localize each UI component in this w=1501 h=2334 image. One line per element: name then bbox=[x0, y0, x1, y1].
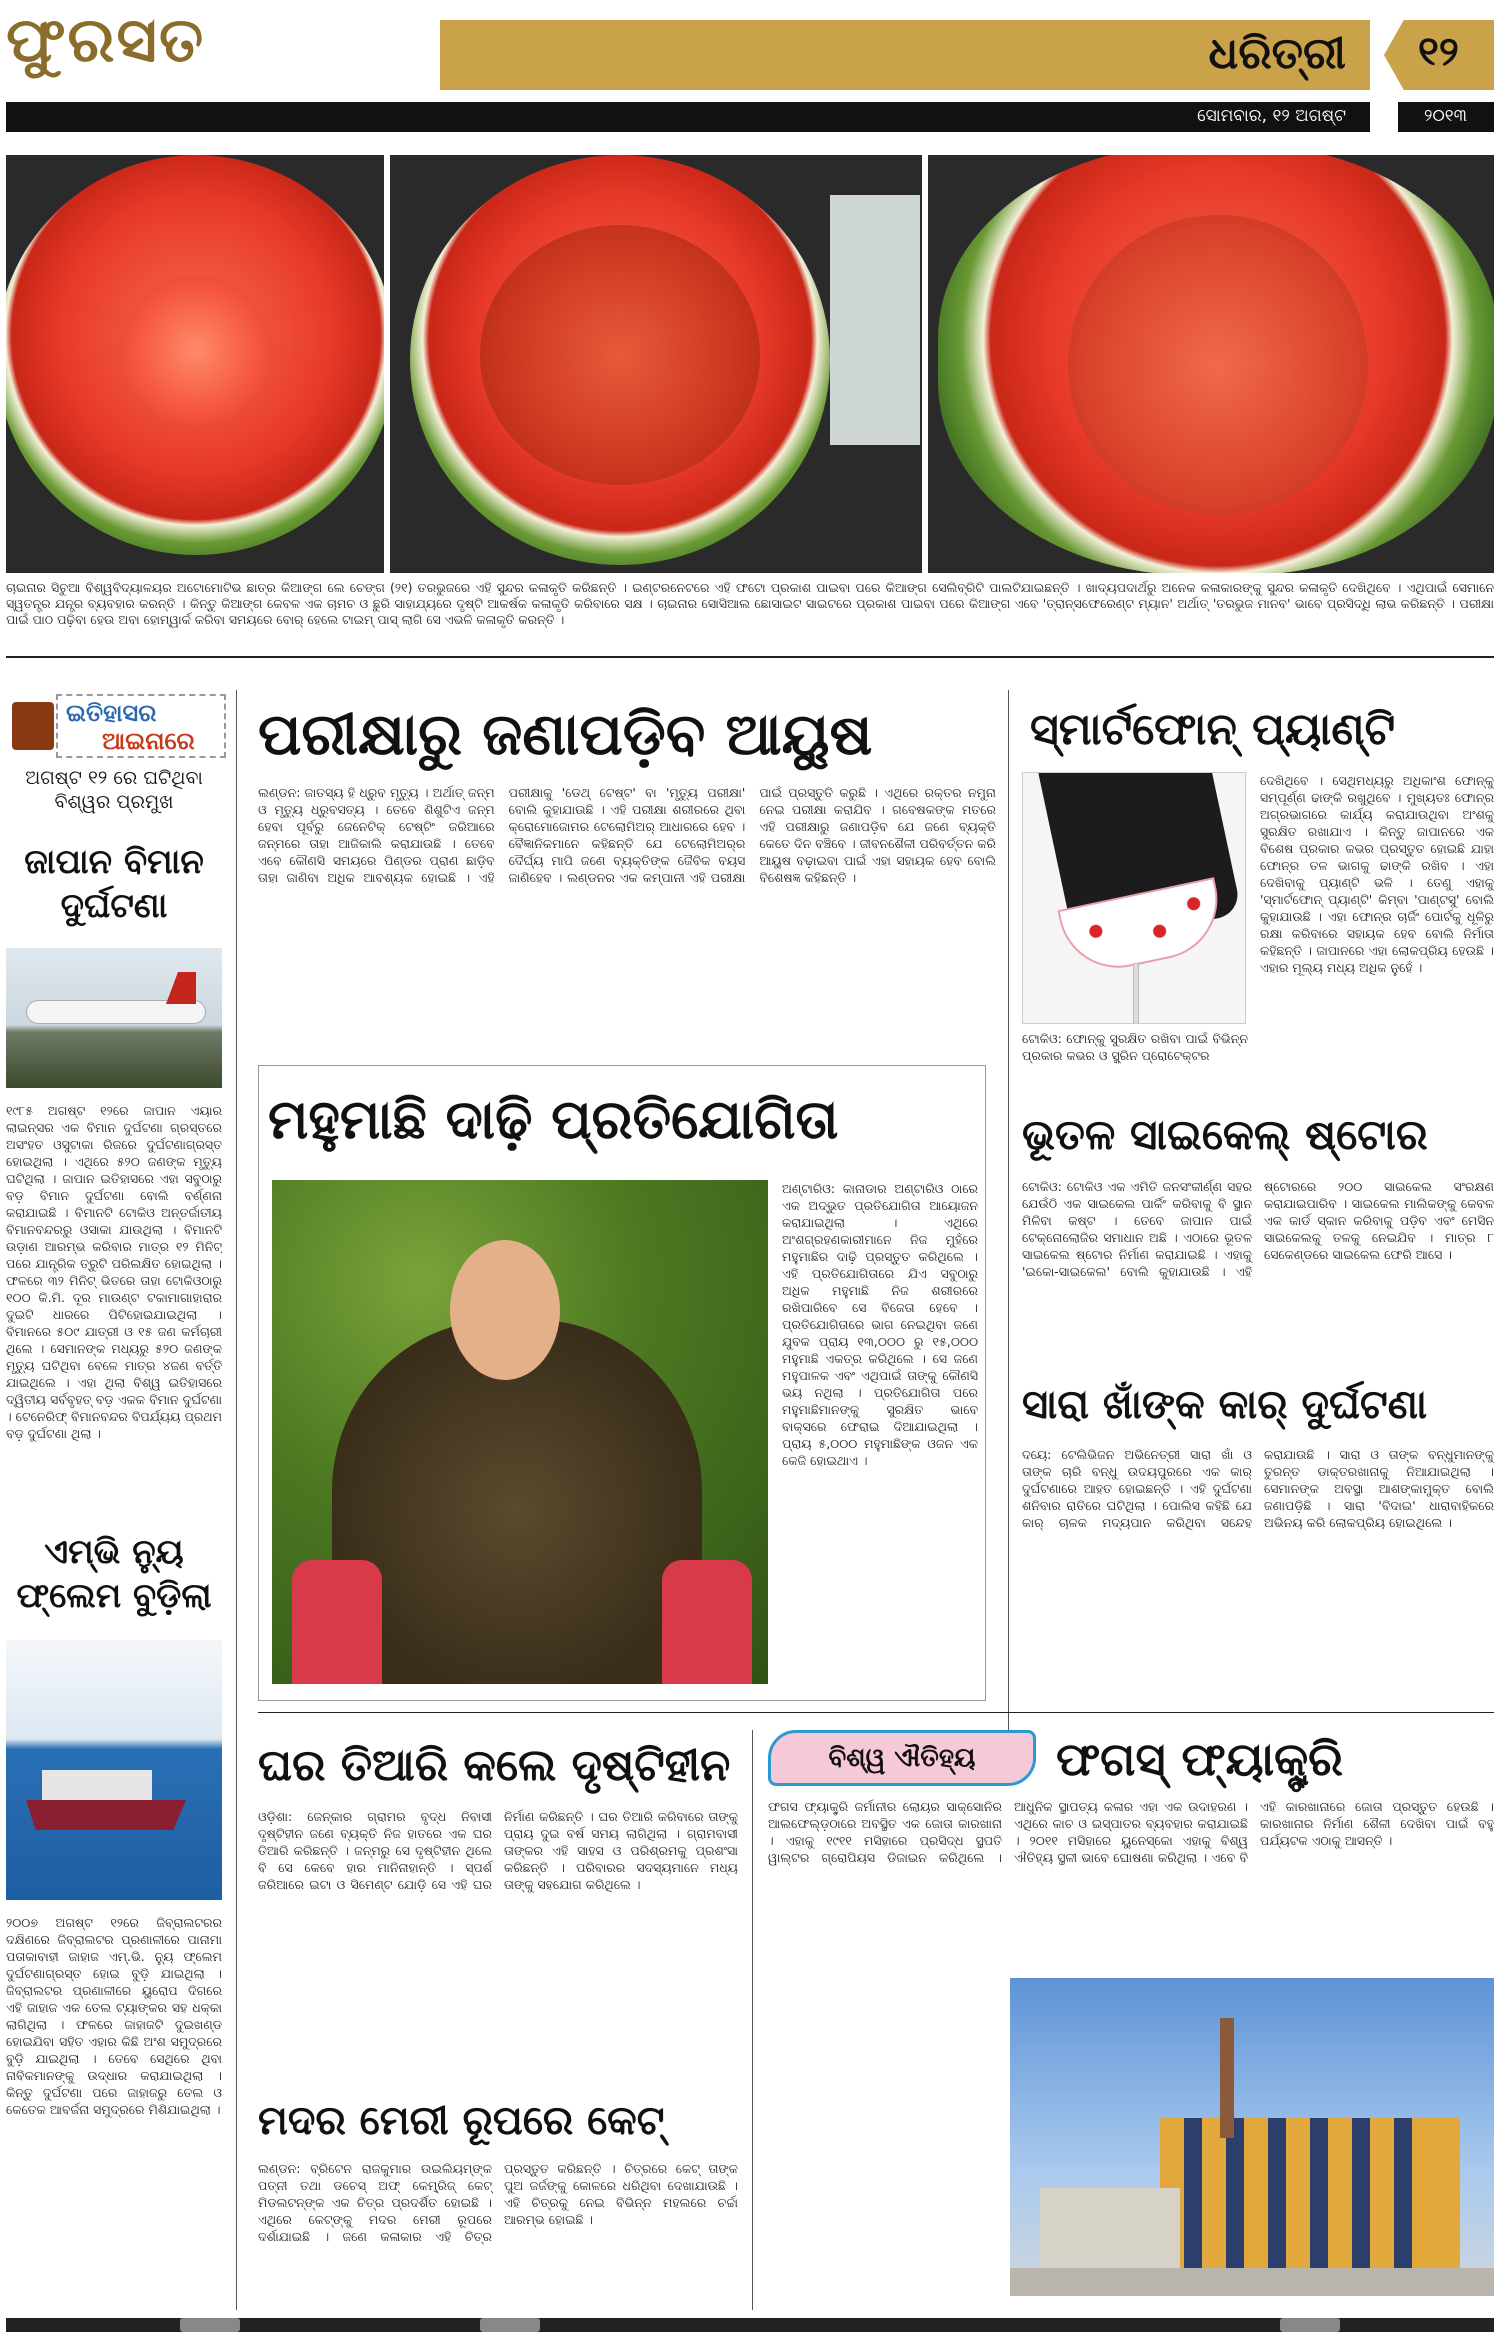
bottom-tab-left bbox=[180, 2318, 240, 2332]
blind-body: ଓଡ଼ିଶା: ଜେନ୍କାର ଗ୍ରାମର ବୃଦ୍ଧ ନିବାସୀ ଦୃଷ୍ଟିହୀନ ଜଣେ ବ୍ୟକ୍ତି ନିଜ ହାତରେ ଏକ ଘର ତିଆରି କରିଛନ୍ତି । ଜନ୍ମରୁ ସେ ଦୃଷ୍ଟିହୀନ ଥିଲେ ବି ସେ କେବେ ହାର ମାନିନାହାନ୍ତି । ସ୍ପର୍ଶ ଜରିଆରେ ଇଟା ଓ ସିମେଣ୍ଟ ଯୋଡ଼ି ସେ ଏହି ଘର ନିର୍ମାଣ କରିଛନ୍ତି । ଘର ତିଆରି କରିବାରେ ତାଙ୍କୁ ପ୍ରାୟ ଦୁଇ ବର୍ଷ ସମୟ ଲାଗିଥିଲା । ଗ୍ରାମବାସୀ ତାଙ୍କର ଏହି ସାହସ ଓ ପରିଶ୍ରମକୁ ପ୍ରଶଂସା କରିଛନ୍ତି । ପରିବାରର ସଦସ୍ୟମାନେ ମଧ୍ୟ ତାଙ୍କୁ ସହଯୋଗ କରିଥିଲେ । bbox=[258, 1809, 738, 1892]
history-intro: ଅଗଷ୍ଟ ୧୨ ରେ ଘଟିଥିବା ବିଶ୍ୱର ପ୍ରମୁଖ bbox=[25, 767, 203, 813]
japan-plane-photo bbox=[6, 948, 222, 1088]
history-headline-japan: ଜାପାନ ବିମାନ ଦୁର୍ଘଟଣା bbox=[24, 842, 204, 926]
masthead-title: ଫୁରସତ bbox=[6, 3, 206, 76]
top-photo-caption: ଚାଇନାର ସିଚୁଆ ବିଶ୍ୱବିଦ୍ୟାଳୟର ଅଟୋମୋଟିଭ ଛାତ୍ର କିଆଙ୍ଗ ଲେ ଚେଙ୍ଗ (୨୧) ତରଭୁଜରେ ଏହି ସୁନ୍ଦର କଳାକୃତି କରିଛନ୍ତି । ଇଣ୍ଟରନେଟରେ ଏହି ଫଟୋ ପ୍ରକାଶ ପାଇବା ପରେ କିଆଙ୍ଗ ସେଲିବ୍ରିଟି ପାଲଟିଯାଇଛନ୍ତି । ଖାଦ୍ୟପଦାର୍ଥରୁ ଅନେକ କଳାକାରଙ୍କୁ ସୁନ୍ଦର କଳାକୃତି ଦେଖିଥିବେ । ଏଥିପାଇଁ ସେମାନେ ସ୍ୱତନ୍ତ୍ର ଯନ୍ତ୍ର ବ୍ୟବହାର କରନ୍ତି । କିନ୍ତୁ କିଆଙ୍ଗ କେବଳ ଏକ ଚାମଚ ଓ ଛୁରି ସାହାଯ୍ୟରେ ଦୃଷ୍ଟି ଆକର୍ଷକ କଳାକୃତି କରିବାରେ ସକ୍ଷ । ଚାଇନାର ସୋସିଆଲ ଛୋସାଇଟ ସାଇଟରେ ପ୍ରକାଶ ପାଇବା ପରେ କିଆଙ୍ଗ ଏବେ 'ତ୍ରାନ୍ସଫେରେଣ୍ଟ ମ୍ୟାନ' ଅର୍ଥାତ୍ 'ତରଭୁଜ ମାନବ' ଭାବେ ପ୍ରସିଦ୍ଧି ଲାଭ କରିଛନ୍ତି । ପରୀକ୍ଷା ପାଇଁ ପାଠ ପଢ଼ିବା ହେଉ ଅବା ହୋମ୍‌ୱାର୍କ କରିବା ସମୟରେ ବୋର୍ ହେଲେ ଟାଇମ୍ ପାସ୍ ଲାଗି ସେ ଏଭଳି କଳାକୃତି କରନ୍ତି । bbox=[6, 580, 1494, 627]
world-heritage-tag-label: ବିଶ୍ୱ ଐତିହ୍ୟ bbox=[828, 1743, 976, 1773]
watermelon-hand-photo bbox=[928, 155, 1494, 573]
date-bar bbox=[6, 102, 1370, 132]
red-shirt-right bbox=[662, 1560, 752, 1684]
history-logo-line2: ଆଇନାରେ bbox=[102, 726, 195, 755]
watermelon-brain-photo bbox=[390, 155, 922, 573]
section-bar bbox=[440, 20, 1370, 90]
bee-body: ଅଣ୍ଟାରିଓ: କାନାଡାର ଅଣ୍ଟାରିଓ ଠାରେ ଏକ ଅଦ୍ଭୁତ ପ୍ରତିଯୋଗିତା ଆୟୋଜନ କରାଯାଇଥିଲା । ଏଥିରେ ଅଂଶଗ୍ରହଣକାରୀମାନେ ନିଜ ମୁହଁରେ ମହୁମାଛିର ଦାଢ଼ି ପ୍ରସ୍ତୁତ କରିଥିଲେ । ଏହି ପ୍ରତିଯୋଗିତାରେ ଯିଏ ସବୁଠାରୁ ଅଧିକ ମହୁମାଛି ନିଜ ଶରୀରରେ ରଖିପାରିବେ ସେ ବିଜେତା ହେବେ । ପ୍ରତିଯୋଗିତାରେ ଭାଗ ନେଇଥିବା ଜଣେ ଯୁବକ ପ୍ରାୟ ୧୩,୦୦୦ ରୁ ୧୫,୦୦୦ ମହୁମାଛି ଏକତ୍ର କରିଥିଲେ । ସେ ଜଣେ ମହୁପାଳକ ଏବଂ ଏଥିପାଇଁ ତାଙ୍କୁ କୌଣସି ଭୟ ନଥିଲା । ପ୍ରତିଯୋଗିତା ପରେ ମହୁମାଛିମାନଙ୍କୁ ସୁରକ୍ଷିତ ଭାବେ ବାକ୍ସରେ ଫେରାଇ ଦିଆଯାଇଥିଲା । ପ୍ରାୟ ୫,୦୦୦ ମହୁମାଛିଙ୍କ ଓଜନ ଏକ କେଜି ହୋଇଥାଏ । bbox=[782, 1181, 978, 1468]
history-headline-ship: ଏମ୍‌ଭି ନ୍ୟୁ ଫ୍ଲେମ ବୁଡ଼ିଲା bbox=[16, 1532, 212, 1616]
factory-chimney bbox=[1220, 2018, 1234, 2138]
center-right-rule bbox=[1008, 690, 1009, 1740]
kate-body: ଲଣ୍ଡନ: ବ୍ରିଟେନ ରାଜକୁମାର ଉଇଲିୟମ୍‌ଙ୍କ ପତ୍ନୀ ତଥା ଡଚେସ୍ ଅଫ୍ କେମ୍ବ୍ରିଜ୍ କେଟ୍ ମିଡଲଟନ୍‌ଙ୍କ ଏକ ଚିତ୍ର ପ୍ରଦର୍ଶିତ ହୋଇଛି । ଏଥିରେ କେଟ୍‌ଙ୍କୁ ମଦର ମେରୀ ରୂପରେ ଦର୍ଶାଯାଇଛି । ଜଣେ କଳାକାର ଏହି ଚିତ୍ର ପ୍ରସ୍ତୁତ କରିଛନ୍ତି । ଚିତ୍ରରେ କେଟ୍ ତାଙ୍କ ପୁଅ ଜର୍ଜଙ୍କୁ କୋଳରେ ଧରିଥିବା ଦେଖାଯାଉଛି । ଏହି ଚିତ୍ରକୁ ନେଇ ବିଭିନ୍ନ ମହଲରେ ଚର୍ଚ୍ଚା ଆରମ୍ଭ ହୋଇଛି । bbox=[258, 2161, 738, 2244]
cycle-body: ଟୋକିଓ: ଟୋକିଓ ଏକ ଏମିତି ଜନସଂକୀର୍ଣ୍ଣ ସହର ଯେଉଁଠି ଏକ ସାଇକେଲ ପାର୍କିଂ କରିବାକୁ ବି ସ୍ଥାନ ମିଳିବା କଷ୍ଟ । ତେବେ ଜାପାନ ପାଇଁ ଟେକ୍ନୋଲୋଜିର ସମାଧାନ ଅଛି । ଏଠାରେ ଭୂତଳ ସାଇକେଲ ଷ୍ଟୋର ନିର୍ମାଣ କରାଯାଇଛି । ଏହାକୁ 'ଇକୋ-ସାଇକେଲ' ବୋଲି କୁହାଯାଉଛି । ଏହି ଷ୍ଟୋରରେ ୨୦୦ ସାଇକେଲ ସଂରକ୍ଷଣ କରାଯାଇପାରିବ । ସାଇକେଲ ମାଲିକଙ୍କୁ କେବଳ ଏକ କାର୍ଡ ସ୍କାନ କରିବାକୁ ପଡ଼ିବ ଏବଂ ମେସିନ ସାଇକେଲକୁ ତଳକୁ ନେଇଯିବ । ମାତ୍ର ୮ ସେକେଣ୍ଡରେ ସାଇକେଲ ଫେରି ଆସେ । bbox=[1022, 1179, 1494, 1279]
factory-photo bbox=[1010, 1978, 1494, 2296]
page-number: ୧୨ bbox=[1418, 28, 1459, 75]
factory-low-wing bbox=[1040, 2188, 1180, 2268]
mid-divider bbox=[258, 1712, 1494, 1713]
fungus-body: ଫଗସ ଫ୍ୟାକ୍ଟ୍ରି ଜର୍ମାନୀର ଲୋୟର ସାକ୍ସୋନିର ଆଲଫେଲ୍‌ଡ଼ଠାରେ ଅବସ୍ଥିତ ଏକ ଜୋତା କାରଖାନା । ଏହାକୁ ୧୯୧୧ ମସିହାରେ ପ୍ରସିଦ୍ଧ ସ୍ଥପତି ୱାଲ୍ଟର ଗ୍ରୋପିୟସ ଡିଜାଇନ କରିଥିଲେ । ଆଧୁନିକ ସ୍ଥାପତ୍ୟ କଳାର ଏହା ଏକ ଉଦାହରଣ । ଏଥିରେ କାଚ ଓ ଇସ୍ପାତର ବ୍ୟବହାର କରାଯାଇଛି । ୨୦୧୧ ମସିହାରେ ୟୁନେସ୍କୋ ଏହାକୁ ବିଶ୍ୱ ଐତିହ୍ୟ ସ୍ଥଳୀ ଭାବେ ଘୋଷଣା କରିଥିଲା । ଏବେ ବି ଏହି କାରଖାନାରେ ଜୋତା ପ୍ରସ୍ତୁତ ହେଉଛି । କାରଖାନାର ନିର୍ମାଣ ଶୈଳୀ ଦେଖିବା ପାଇଁ ବହୁ ପର୍ଯ୍ୟଟକ ଏଠାକୁ ଆସନ୍ତି । bbox=[768, 1799, 1494, 1865]
computer-background bbox=[830, 195, 920, 445]
bee-headline: ମହୁମାଛି ଦାଢ଼ି ପ୍ରତିଯୋଗିତା bbox=[268, 1087, 839, 1151]
factory-ground bbox=[1010, 2268, 1494, 2296]
watermelon-rose-photo bbox=[6, 155, 384, 573]
fungus-headline: ଫଗସ୍ ଫ୍ୟାକ୍ଟ୍ରି bbox=[1056, 1732, 1343, 1786]
kate-headline: ମଦର ମେରୀ ରୂପରେ କେଟ୍ bbox=[258, 2097, 665, 2144]
rose-carving bbox=[121, 275, 271, 425]
history-body-japan: ୧୯୮୫ ଅଗଷ୍ଟ ୧୨ରେ ଜାପାନ ଏୟାର ଲାଇନ୍ସର ଏକ ବିମାନ ଦୁର୍ଘଟଣା ଗ୍ରସ୍ତରେ ଅସଂହତ ଓସୁଟାକା ରିଜରେ ଦୁର୍ଘଟଣାଗ୍ରସ୍ତ ହୋଇଥିଲା । ଏଥିରେ ୫୨୦ ଜଣଙ୍କ ମୃତ୍ୟୁ ଘଟିଥିଲା । ଜାପାନ ଇତିହାସରେ ଏହା ସବୁଠାରୁ ବଡ଼ ବିମାନ ଦୁର୍ଘଟଣା ବୋଲି ବର୍ଣ୍ଣନା କରାଯାଇଛି । ବିମାନଟି ଟୋକିଓ ଅନ୍ତର୍ଜାତୀୟ ବିମାନବନ୍ଦରରୁ ଓସାକା ଯାଉଥିଲା । ବିମାନଟି ଉଡ଼ାଣ ଆରମ୍ଭ କରିବାର ମାତ୍ର ୧୨ ମିନିଟ୍ ପରେ ଯାନ୍ତ୍ରିକ ତ୍ରୁଟି ପରିଲକ୍ଷିତ ହୋଇଥିଲା । ଫଳରେ ୩୨ ମିନିଟ୍ ଭିତରେ ତାହା ଟୋକିଓଠାରୁ ୧୦୦ କି.ମି. ଦୂର ମାଉଣ୍ଟ ଟକାମାଗାହାରାର ଦୁଇଟି ଧାରରେ ପିଟିହୋଇଯାଇଥିଲା । ବିମାନରେ ୫୦୯ ଯାତ୍ରୀ ଓ ୧୫ ଜଣ କର୍ମଚାରୀ ଥିଲେ । ସେମାନଙ୍କ ମଧ୍ୟରୁ ୫୨୦ ଜଣଙ୍କ ମୃତ୍ୟୁ ଘଟିଥିବା ବେଳେ ମାତ୍ର ୪ଜଣ ବର୍ତ୍ତି ଯାଇଥିଲେ । ଏହା ଥିଲା ବିଶ୍ୱ ଇତିହାସରେ ଦ୍ୱିତୀୟ ସର୍ବବୃହତ୍ ବଡ଼ ଏକକ ବିମାନ ଦୁର୍ଘଟଣା । ଟେନେରିଫ୍ ବିମାନବନ୍ଦର ବିପର୍ଯ୍ୟୟ ପ୍ରଥମ ବଡ଼ ଦୁର୍ଘଟଣା ଥିଲା । bbox=[6, 1103, 222, 1441]
sara-body: ଦୟେ: ଟେଲିଭିଜନ ଅଭିନେତ୍ରୀ ସାରା ଖାଁ ଓ ତାଙ୍କ ଚାରି ବନ୍ଧୁ ଉଦୟପୁରରେ ଏକ କାର୍ ଦୁର୍ଘଟଣାରେ ଆହତ ହୋଇଛନ୍ତି । ଏହି ଦୁର୍ଘଟଣା ଶନିବାର ରାତିରେ ଘଟିଥିଲା । ପୋଲିସ କହିଛି ଯେ କାର୍ ଚାଳକ ମଦ୍ୟପାନ କରିଥିବା ସନ୍ଦେହ କରାଯାଉଛି । ସାରା ଓ ତାଙ୍କ ବନ୍ଧୁମାନଙ୍କୁ ତୁରନ୍ତ ଡାକ୍ତରଖାନାକୁ ନିଆଯାଇଥିଲା । ସେମାନଙ୍କ ଅବସ୍ଥା ଆଶଙ୍କାମୁକ୍ତ ବୋଲି ଜଣାପଡ଼ିଛି । ସାରା 'ବିଦାଇ' ଧାରାବାହିକରେ ଅଭିନୟ କରି ଲୋକପ୍ରିୟ ହୋଇଥିଲେ । bbox=[1022, 1447, 1494, 1530]
history-book-icon bbox=[12, 702, 54, 750]
smartphone-headline: ସ୍ମାର୍ଟଫୋନ୍ ପ୍ୟାଣ୍ଟି bbox=[1030, 704, 1396, 755]
blind-headline: ଘର ତିଆରି କଲେ ଦୃଷ୍ଟିହୀନ bbox=[258, 1740, 731, 1791]
lead-body: ଲଣ୍ଡନ: ଜାତସ୍ୟ ହି ଧ୍ରୁବ ମୃତ୍ୟୁ । ଅର୍ଥାତ୍ ଜନ୍ମ ଓ ମୃତ୍ୟୁ ଧ୍ରୁବସତ୍ୟ । ତେବେ ଶିଶୁଟିଏ ଜନ୍ମ ହେବା ପୂର୍ବରୁ ଜେନେଟିକ୍ ଟେଷ୍ଟିଂ ଜରିଆରେ ଜନ୍ମରେ ତାହା ଆଜିକାଲି କରାଯାଉଛି । ତେବେ ଏବେ କୌଣସି ସମୟରେ ପିଣ୍ଡର ପ୍ରାଣ ଛାଡ଼ିବ ତାହା ଜାଣିବା ଅଧିକ ଆବଶ୍ୟକ ହୋଇଛି । ଏହି ପରୀକ୍ଷାକୁ 'ଡେଥ୍ ଟେଷ୍ଟ' ବା 'ମୃତ୍ୟୁ ପରୀକ୍ଷା' ବୋଲି କୁହାଯାଉଛି । ଏହି ପରୀକ୍ଷା ଶରୀରରେ ଥିବା କ୍ରୋମୋଜୋମର ଟେଲୋମିଅର୍ ଆଧାରରେ ହେବ । ବୈଜ୍ଞାନିକମାନେ କହିଛନ୍ତି ଯେ ଟେଲୋମିଅର୍‌ର ଦୈର୍ଘ୍ୟ ମାପି ଜଣେ ବ୍ୟକ୍ତିଙ୍କ ଜୈବିକ ବୟସ ଜାଣିହେବ । ଲଣ୍ଡନର ଏକ କମ୍ପାନୀ ଏହି ପରୀକ୍ଷା ପାଇଁ ପ୍ରସ୍ତୁତି କରୁଛି । ଏଥିରେ ରକ୍ତର ନମୁନା ନେଇ ପରୀକ୍ଷା କରାଯିବ । ଗବେଷକଙ୍କ ମତରେ ଏହି ପରୀକ୍ଷାରୁ ଜଣାପଡ଼ିବ ଯେ ଜଣେ ବ୍ୟକ୍ତି କେତେ ଦିନ ବଞ୍ଚିବେ । ଜୀବନଶୈଳୀ ପରିବର୍ତ୍ତନ କରି ଆୟୁଷ ବଢ଼ାଇବା ପାଇଁ ଏହା ସହାୟକ ହେବ ବୋଲି ବିଶେଷଜ୍ଞ କହିଛନ୍ତି । bbox=[258, 785, 996, 885]
section-name: ଧରିତ୍ରୀ bbox=[1208, 28, 1346, 79]
ship-photo bbox=[6, 1640, 222, 1900]
history-logo-line1: ଇତିହାସର bbox=[66, 698, 157, 727]
top-divider bbox=[6, 656, 1494, 658]
cycle-headline: ଭୂତଳ ସାଇକେଲ୍ ଷ୍ଟୋର bbox=[1022, 1110, 1428, 1159]
plane-tail bbox=[166, 972, 196, 1004]
bottom-tab-right bbox=[1280, 2318, 1340, 2332]
ship-hull bbox=[26, 1800, 186, 1830]
history-body-ship: ୨୦୦୭ ଅଗଷ୍ଟ ୧୨ରେ ଜିବ୍ରାଲଟରର ଦକ୍ଷିଣରେ ଜିବ୍ରାଲଟର ପ୍ରଣାଳୀରେ ପାନାମା ପତାକାବାହୀ ଜାହାଜ ଏମ୍.ଭି. ନ୍ୟୁ ଫ୍ଲେମ ଦୁର୍ଘଟଣାଗ୍ରସ୍ତ ହୋଇ ବୁଡ଼ି ଯାଇଥିଲା । ଜିବ୍ରାଲଟର ପ୍ରଣାଳୀରେ ୟୁରୋପ ଦିଗରେ ଏହି ଜାହାଜ ଏକ ତେଲ ଟ୍ୟାଙ୍କର ସହ ଧକ୍କା ଲାଗିଥିଲା । ଫଳରେ ଜାହାଜଟି ଦୁଇଖଣ୍ଡ ହୋଇଯିବା ସହିତ ଏହାର କିଛି ଅଂଶ ସମୁଦ୍ରରେ ବୁଡ଼ି ଯାଇଥିଲା । ତେବେ ସେଥିରେ ଥିବା ନାବିକମାନଙ୍କୁ ଉଦ୍ଧାର କରାଯାଇଥିଲା । କିନ୍ତୁ ଦୁର୍ଘଟଣା ପରେ ଜାହାଜରୁ ତେଲ ଓ କେତେକ ଆବର୍ଜନା ସମୁଦ୍ରରେ ମିଶିଯାଇଥିଲା । bbox=[6, 1915, 222, 2117]
factory-building bbox=[1160, 2118, 1460, 2268]
bee-beard-photo bbox=[272, 1180, 768, 1684]
sara-headline: ସାରା ଖାଁଙ୍କ କାର୍ ଦୁର୍ଘଟଣା bbox=[1022, 1381, 1428, 1428]
red-shirt-left bbox=[292, 1560, 382, 1684]
year-text: ୨୦୧୩ bbox=[1424, 106, 1467, 126]
left-column-rule bbox=[236, 690, 237, 2310]
charging-cable bbox=[1133, 963, 1139, 1024]
fungus-body-continued bbox=[768, 1978, 1000, 2310]
bottom-tab-mid bbox=[480, 2318, 540, 2332]
ship-deck bbox=[42, 1770, 152, 1800]
year-bar bbox=[1398, 102, 1494, 132]
lead-headline: ପରୀକ୍ଷାରୁ ଜଣାପଡ଼ିବ ଆୟୁଷ bbox=[258, 700, 873, 768]
brain-carving bbox=[480, 225, 760, 485]
hand-carving bbox=[1068, 215, 1368, 515]
smartphone-body: ଦେଖିଥିବେ । ସେଥିମଧ୍ୟରୁ ଅଧିକାଂଶ ଫୋନ୍‌କୁ ସମ୍ପୂର୍ଣ୍ଣ ଢାଙ୍କି ରଖୁଥିବେ । ମୁଖ୍ୟତଃ ଫୋନ୍‌ର ଅଗ୍ରଭାଗରେ କାର୍ଯ୍ୟ କରାଯାଉଥିବା ଅଂଶକୁ ସୁରକ୍ଷିତ ରଖାଯାଏ । କିନ୍ତୁ ଜାପାନରେ ଏକ ବିଶେଷ ପ୍ରକାର କଭର ପ୍ରସ୍ତୁତ ହୋଇଛି ଯାହା ଫୋନ୍‌ର ତଳ ଭାଗକୁ ଢାଙ୍କି ରଖିବ । ଏହା ଦେଖିବାକୁ ପ୍ୟାଣ୍ଟି ଭଳି । ତେଣୁ ଏହାକୁ 'ସ୍ମାର୍ଟଫୋନ୍ ପ୍ୟାଣ୍ଟି' କିମ୍ବା 'ପାଣ୍ଟସୁ' ବୋଲି କୁହାଯାଉଛି । ଏହା ଫୋନ୍‌ର ଚାର୍ଜିଂ ପୋର୍ଟକୁ ଧୂଳିରୁ ରକ୍ଷା କରିବାରେ ସହାୟକ ହେବ ବୋଲି ନିର୍ମାତା କହିଛନ୍ତି । ଜାପାନରେ ଏହା ଲୋକପ୍ରିୟ ହେଉଛି । ଏହାର ମୂଲ୍ୟ ମଧ୍ୟ ଅଧିକ ନୁହେଁ । bbox=[1260, 773, 1494, 975]
lower-column-rule bbox=[752, 1730, 753, 2310]
smartphone-photo-caption: ଟୋକିଓ: ଫୋନ୍‌କୁ ସୁରକ୍ଷିତ ରଖିବା ପାଇଁ ବିଭିନ୍ନ ପ୍ରକାର କଭର ଓ ସ୍କ୍ରିନ ପ୍ରୋଟେକ୍ଟର bbox=[1022, 1031, 1248, 1063]
date-text: ସୋମବାର, ୧୨ ଅଗଷ୍ଟ bbox=[1197, 106, 1346, 126]
smiling-face bbox=[450, 1240, 560, 1380]
world-heritage-tag bbox=[768, 1730, 1036, 1786]
smartphone-photo bbox=[1022, 772, 1246, 1024]
